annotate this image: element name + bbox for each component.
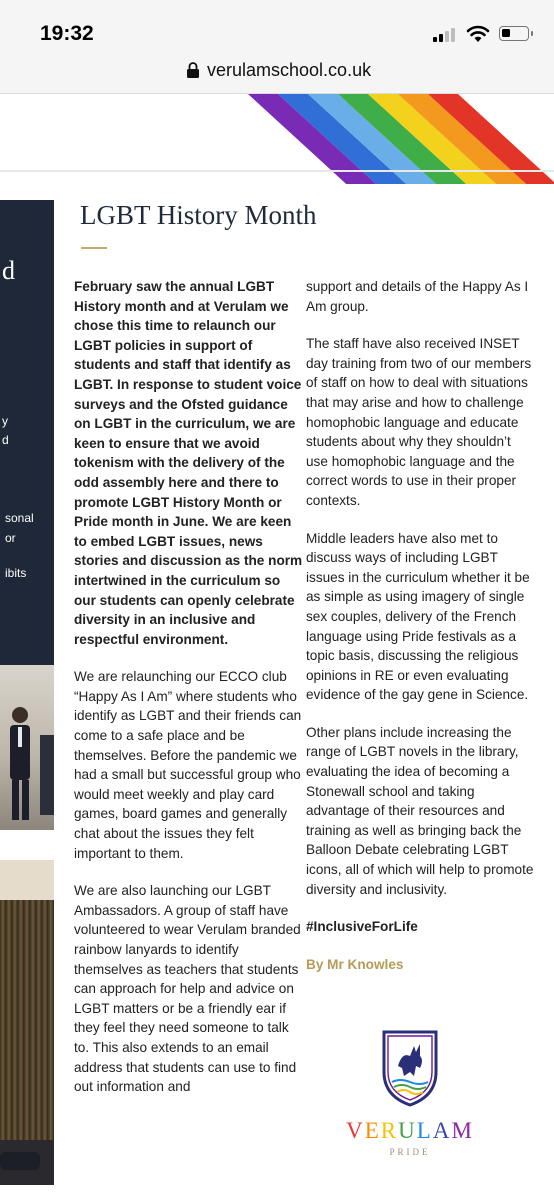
article-paragraph: Other plans include increasing the range of LGBT novels in the library, evaluating the idea of becoming a Stonewall school and taking advantage of their resources and training as well as bringing back the Balloon Debate celebrating LGBT icons, all of which will help to promote diversity and inclusivity. [306,724,534,897]
article-byline: By Mr Knowles [306,956,404,972]
article-intro: February saw the annual LGBT History month and at Verulam we chose this time to relaunch our LGBT policies in support of students and staff that identify as LGBT. In response to student voice surveys and the Ofsted guidance on LGBT in the curriculum, we are keen to ensure that we avoid tokenism with the delivery of the odd assembly here and there to promote LGBT History Month or Pride month in June. We are keen to embed LGBT issues, news stories and discussion as the norm intertwined in the curriculum so our students can openly celebrate diversity in an inclusive and respectful environment. [74,279,303,647]
article-column-right [306,277,536,992]
sidebar-fragment: or [5,531,16,545]
title-underline [81,247,107,249]
sidebar-fragment: d [2,256,15,285]
shield-icon [380,1028,440,1108]
address-bar[interactable] [0,56,554,94]
sidebar-fragment: ibits [5,566,27,580]
left-sidebar [0,200,54,665]
page-number: 11 [508,130,520,144]
article-paragraph: We are relaunching our ECCO club “Happy As I Am” where students who identify as LGBT and their friends can come to a safe place and be themselves. Before the pandemic we had a small but successful group who would meet weekly and play card games, board games and generally chat about the issues they felt important to them. [74,669,302,861]
logo-name [330,1118,490,1144]
sidebar-fragment: d [2,433,9,447]
status-bar [0,0,554,56]
battery-icon [499,26,529,41]
sidebar-fragment: y [2,414,8,428]
signal-icon [433,28,457,42]
logo-letter: E [364,1118,381,1143]
article-paragraph: Middle leaders have also met to discuss ways of including LGBT issues in the curriculum whether it be as simple as using imagery of single sex couples, delivery of the French language using Pride festivals as a topic basis, discussing the religious opinions in RE or even evaluating evidence of the gay gene in Science. [306,530,530,703]
url-text[interactable]: verulamschool.co.uk [207,60,372,80]
logo-letter: R [380,1118,399,1143]
article-paragraph: support and details of the Happy As I Am group. [306,279,529,314]
sidebar-fragment: sonal [5,511,34,525]
logo-subtitle: PRIDE [389,1147,431,1157]
wifi-icon [466,25,490,43]
page-header [0,94,554,184]
header-divider [0,170,554,172]
lock-icon [186,62,200,79]
article-hashtag: #InclusiveForLife [306,919,418,935]
photo-building [0,860,54,1185]
logo-letter: U [398,1118,417,1143]
photo-students [0,665,54,830]
article-paragraph: We are also launching our LGBT Ambassadors. A group of staff have volunteered to wear Verulam branded rainbow lanyards to identify themselves as teachers that students can approach for help and advice on LGBT matters or be a friendly ear if they feel they need someone to talk to. This also extends to an email address that students can use to find out information and [74,883,301,1095]
logo-letter: L [416,1118,433,1143]
logo-letter: M [451,1118,474,1143]
verulam-pride-logo [330,1028,490,1162]
article-column-left [74,277,304,1115]
status-time: 19:32 [40,22,94,45]
article-paragraph: The staff have also received INSET day training from two of our members of staff on how to deal with situations that may arise and how to challenge homophobic language and educate students about why they shouldn’t use homophobic language and the correct words to use in their proper contexts. [306,336,532,508]
article-title: LGBT History Month [80,200,317,230]
logo-letter: A [432,1118,452,1143]
logo-letter: V [346,1118,365,1143]
